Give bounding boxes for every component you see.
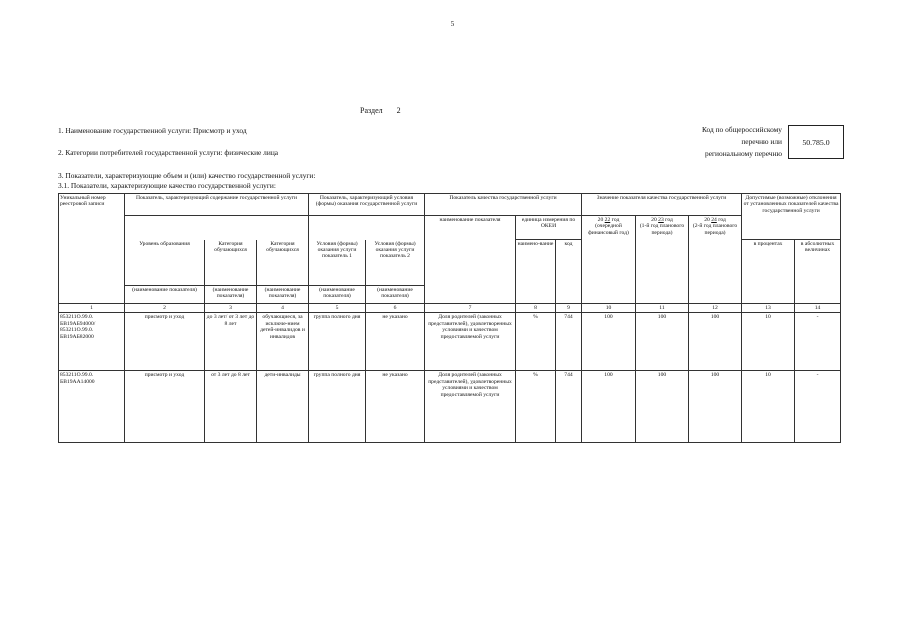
cell-condition-1: группа полного дня xyxy=(309,371,366,443)
header-condition-2: Условия (формы) оказания услуги показатель 2 xyxy=(366,240,425,286)
year-3-value: 24 xyxy=(711,217,717,223)
cell-value-year-3: 100 xyxy=(689,313,742,371)
col-number: 14 xyxy=(795,304,841,313)
col-number: 11 xyxy=(636,304,689,313)
year-3-note: (2-й год планового периода) xyxy=(692,223,738,236)
col-number: 13 xyxy=(742,304,795,313)
header-conditions-spacer xyxy=(309,216,425,240)
year-2-prefix: 20 xyxy=(651,217,657,223)
header-unit-code: код xyxy=(556,240,582,304)
cell-education-level: присмотр и уход xyxy=(125,313,205,371)
year-1-note: (очередной финансовый год) xyxy=(588,223,629,236)
cell-condition-2: не указано xyxy=(366,371,425,443)
header-ind-name-2: (наименование показателя) xyxy=(125,286,205,304)
quality-indicators-line: 3.1. Показатели, характеризующие качество государственной услуги: xyxy=(58,181,276,190)
cell-condition-2: не указано xyxy=(366,313,425,371)
year-1-value: 22 xyxy=(604,217,611,223)
header-ind-name-4: (наименование показателя) xyxy=(257,286,309,304)
cell-age: от 3 лет до 8 лет xyxy=(205,371,257,443)
section-heading xyxy=(360,106,401,115)
cell-indicator: Доля родителей (законных представителей), удовлетворенных условиями и качеством предоставляемой услуги xyxy=(425,371,516,443)
year-2-value: 23 xyxy=(658,217,664,223)
header-year-2 xyxy=(636,216,689,304)
header-conditions: Показатель, характеризующий условия (формы) оказания государственной услуги xyxy=(309,194,425,216)
col-number: 4 xyxy=(257,304,309,313)
cell-deviation-absolute: - xyxy=(795,371,841,443)
col-number: 1 xyxy=(59,304,125,313)
cell-value-year-2: 100 xyxy=(636,371,689,443)
col-number: 3 xyxy=(205,304,257,313)
header-content-spacer xyxy=(125,216,309,240)
code-label-1: Код по общероссийскому xyxy=(701,125,782,134)
code-label-3: региональному перечню xyxy=(705,149,782,158)
year-1-suffix: год xyxy=(611,217,620,223)
col-number: 10 xyxy=(582,304,636,313)
table-row xyxy=(59,313,841,371)
cell-value-year-1: 100 xyxy=(582,313,636,371)
year-2-note: (1-й год планового периода) xyxy=(639,223,685,236)
year-3-prefix: 20 xyxy=(704,217,710,223)
table-row xyxy=(59,371,841,443)
header-education-level: Уровень образования xyxy=(125,240,205,286)
header-year-3 xyxy=(689,216,742,304)
cell-value-year-2: 100 xyxy=(636,313,689,371)
section-number: 2 xyxy=(396,106,401,115)
cell-deviation-absolute: - xyxy=(795,313,841,371)
header-condition-1: Условия (формы) оказания услуги показатель 1 xyxy=(309,240,366,286)
col-number: 12 xyxy=(689,304,742,313)
cell-value-year-1: 100 xyxy=(582,371,636,443)
cell-unit-name: % xyxy=(516,371,556,443)
cell-unit-name: % xyxy=(516,313,556,371)
header-absolute: в абсолютных величинах xyxy=(795,240,841,304)
consumer-category-line: 2. Категории потребителей государственной услуги: физические лица xyxy=(58,148,279,157)
cell-unit-code: 744 xyxy=(556,371,582,443)
cell-age: до 3 лет/ от 3 лет до 8 лет xyxy=(205,313,257,371)
year-3-suffix: год xyxy=(718,217,726,223)
year-1-prefix: 20 xyxy=(597,217,604,223)
col-number: 6 xyxy=(366,304,425,313)
cell-category: дети-инвалиды xyxy=(257,371,309,443)
header-unit: единица измерения по ОКЕИ xyxy=(516,216,582,240)
header-deviation: Допустимые (возможные) отклонения от установленных показателей качества государственной услуги xyxy=(742,194,841,240)
header-ind-name-3: (наименование показателя) xyxy=(205,286,257,304)
cell-indicator: Доля родителей (законных представителей), удовлетворенных условиями и качеством предоставляемой услуги xyxy=(425,313,516,371)
col-number: 9 xyxy=(556,304,582,313)
cell-condition-1: группа полного дня xyxy=(309,313,366,371)
year-2-suffix: год xyxy=(665,217,673,223)
col-number: 8 xyxy=(516,304,556,313)
header-unit-name: наимено-вание xyxy=(516,240,556,304)
cell-deviation-percent: 10 xyxy=(742,371,795,443)
quality-indicators-table xyxy=(58,193,841,443)
cell-regnum: 853211О.99.0. БВ19АБ94000/ 853211О.99.0. БВ19АБ82000 xyxy=(59,313,125,371)
code-label-2: перечню или xyxy=(741,137,782,146)
header-student-category-a: Категория обучающихся xyxy=(205,240,257,286)
section-label: Раздел xyxy=(360,106,383,115)
header-values: Значение показателя качества государственной услуги xyxy=(582,194,742,216)
header-year-1 xyxy=(582,216,636,304)
indicators-line: 3. Показатели, характеризующие объем и (или) качество государственной услуги: xyxy=(58,171,316,180)
header-ind-name-5: (наименование показателя) xyxy=(309,286,366,304)
header-quality: Показатель качества государственной услуги xyxy=(425,194,582,216)
cell-unit-code: 744 xyxy=(556,313,582,371)
header-ind-name-6: (наименование показателя) xyxy=(366,286,425,304)
code-value: 50.785.0 xyxy=(802,137,830,147)
col-number: 7 xyxy=(425,304,516,313)
cell-regnum: 853211О.99.0. БВ19АА14000 xyxy=(59,371,125,443)
col-number: 2 xyxy=(125,304,205,313)
header-content: Показатель, характеризующий содержание государственной услуги xyxy=(125,194,309,216)
cell-deviation-percent: 10 xyxy=(742,313,795,371)
header-indicator-name: наименование показателя xyxy=(425,216,516,304)
cell-category: обучающиеся, за исключе-нием детей-инвалидов и инвалидов xyxy=(257,313,309,371)
header-percent: в процентах xyxy=(742,240,795,304)
header-regnum: Уникальный номер реестровой записи xyxy=(59,194,125,304)
header-student-category-b: Категория обучающихся xyxy=(257,240,309,286)
col-number: 5 xyxy=(309,304,366,313)
cell-education-level: присмотр и уход xyxy=(125,371,205,443)
code-value-box xyxy=(788,125,844,159)
page-number: 5 xyxy=(450,20,455,28)
service-name-line: 1. Наименование государственной услуги: Присмотр и уход xyxy=(58,126,247,135)
cell-value-year-3: 100 xyxy=(689,371,742,443)
